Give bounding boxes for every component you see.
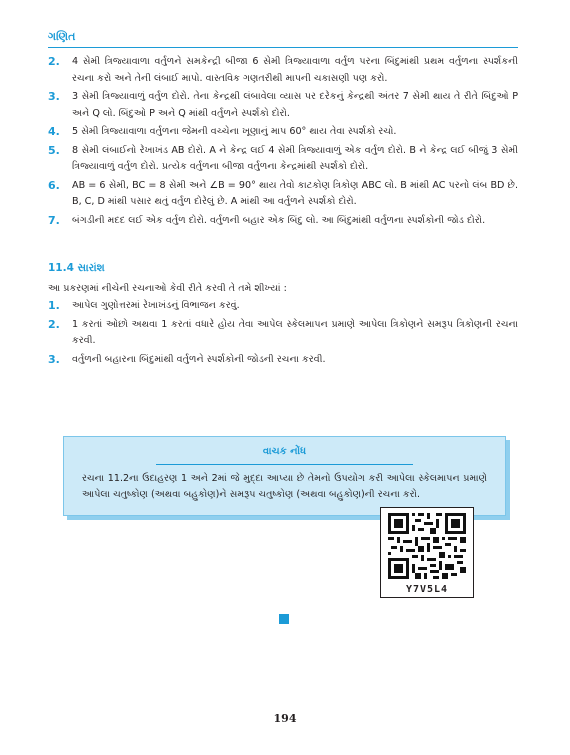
summary-item [48,352,518,369]
exercise-text: 5 સેમી ત્રિજ્યાવાળા વર્તુળના જેમની વચ્ચેના ખૂણાનું માપ 60° થાય તેવા સ્પર્શકો રચો. [72,126,397,137]
summary-intro: આ પ્રકરણમાં નીચેની રચનાઓ કેવી રીતે કરવી તે તમે શીખ્યાં : [48,283,287,294]
exercise-number: 5. [48,143,60,157]
summary-text: 1 કરતાં ઓછો અથવા 1 કરતાં વધારે હોય તેવા આપેલ સ્કેલમાપન પ્રમાણે આપેલા ત્રિકોણને સમરૂપ ત્રિકોણની રચના કરવી. [72,318,518,346]
summary-item [48,298,518,315]
note-title: વાચક નોંધ [262,446,307,457]
exercise-number: 3. [48,90,60,103]
summary-number: 1. [48,299,60,312]
exercise-number: 7. [48,213,60,227]
note-text: રચના 11.2ના ઉદાહરણ 1 અને 2માં જે મુદ્દા આપ્યા છે તેમનો ઉપયોગ કરી આપેલા સ્કેલમાપન પ્રમાણે આપેલા ચતુષ્કોણ (અથવા બહુકોણ)ને સમરૂપ ચતુષ્કોણ (અથવા બહુકોણ)ની રચના કરો. [82,473,487,500]
summary-number: 2. [48,317,60,331]
exercise-number: 4. [48,125,60,138]
exercise-number: 2. [48,55,60,68]
page-number: 194 [273,712,297,725]
exercise-item [48,143,518,176]
exercise-text: 4 સેમી ત્રિજ્યાવાળા વર્તુળને સમકેન્દ્રી બીજા 6 સેમી ત્રિજ્યાવાળા વર્તુળ પરના બિંદુમાંથી પ્રથમ વર્તુળના સ્પર્શકની રચના કરો અને તેની લંબાઈ માપો. વાસ્તવિક ગણતરીથી માપની ચકાસણી પણ કરો. [72,56,518,84]
note-title-rule [156,464,413,465]
exercise-list [48,54,518,231]
exercise-text: AB = 6 સેમી, BC = 8 સેમી અને ∠B = 90° થાય તેવો કાટકોણ ત્રિકોણ ABC લો. B માંથી AC પરનો લંબ BD છે. B, C, D માંથી પસાર થતું વર્તુળ દોરેલું છે. A માંથી આ વર્તુળને સ્પર્શકો દોરો. [72,179,518,207]
section-title: 11.4 સારાંશ [48,262,105,274]
summary-item [48,317,518,350]
exercise-item [48,89,518,122]
qr-code-icon [388,513,466,579]
summary-text: વર્તુળની બહારના બિંદુમાંથી વર્તુળને સ્પર્શકોની જોડની રચના કરવી. [72,353,326,365]
exercise-item [48,178,518,211]
exercise-item [48,124,518,141]
summary-text: આપેલ ગુણોત્તરમાં રેખાખંડનું વિભાજન કરવું. [72,300,240,311]
qr-code-box[interactable] [380,507,474,598]
reader-note-box [63,436,506,516]
exercise-number: 6. [48,178,60,192]
running-header: ગણિત [48,30,76,43]
summary-number: 3. [48,352,60,366]
end-square-marker [279,614,289,624]
header-rule [48,47,518,48]
exercise-item [48,213,518,230]
exercise-text: 3 સેમી ત્રિજ્યાવાળું વર્તુળ દોરો. તેના કેન્દ્રથી લંબાવેલા વ્યાસ પર દરેકનું કેન્દ્રથી અંતર 7 સેમી થાય તે રીતે બિંદુઓ P અને Q લો. બિંદુઓ P અને Q માંથી વર્તુળને સ્પર્શકો દોરો. [72,91,518,119]
summary-list [48,298,518,370]
qr-code-label: Y7V5L4 [405,584,449,595]
exercise-item [48,54,518,87]
exercise-text: 8 સેમી લંબાઈનો રેખાખંડ AB દોરો. A ને કેન્દ્ર લઈ 4 સેમી ત્રિજ્યાવાળું એક વર્તુળ દોરો. B ને કેન્દ્ર લઈ બીજું 3 સેમી ત્રિજ્યાવાળું વર્તુળ દોરો. પ્રત્યેક વર્તુળના બીજા વર્તુળના કેન્દ્રમાંથી સ્પર્શકો દોરો. [72,144,518,172]
exercise-text: બંગડીની મદદ લઈ એક વર્તુળ દોરો. વર્તુળની બહાર એક બિંદુ લો. આ બિંદુમાંથી વર્તુળના સ્પર્શકોની જોડ દોરો. [72,214,486,226]
